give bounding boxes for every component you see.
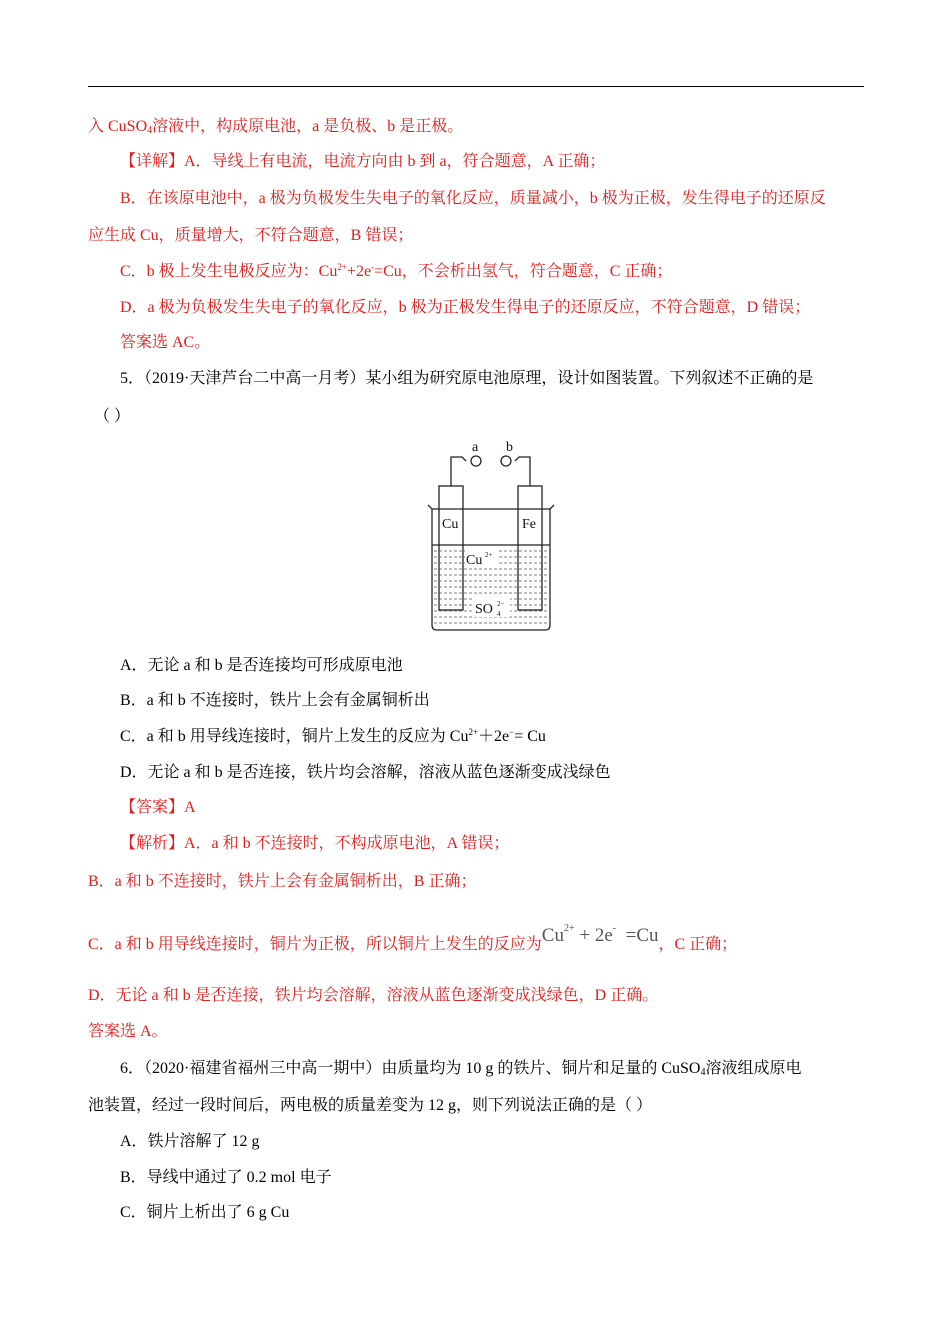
electrode-fe-label: Fe <box>522 517 536 532</box>
left-wire <box>451 457 466 486</box>
q5-stem-line1: 5．（2019·天津芦台二中高一月考）某小组为研究原电池原理，设计如图装置。下列叙述不正确的是 <box>120 370 814 387</box>
detail-b-line1: B．在该原电池中，a 极为负极发生失电子的氧化反应，质量减小，b 极为正极，发生得电子的还原反 <box>120 190 826 207</box>
terminal-a-circle <box>471 456 481 466</box>
q5-option-a: A．无论 a 和 b 是否连接均可形成原电池 <box>120 657 403 674</box>
q5-analysis-d: D．无论 a 和 b 是否连接，铁片均会溶解，溶液从蓝色逐渐变成浅绿色，D 正确。 <box>88 987 659 1004</box>
ion-so4-charge: 2− <box>497 600 505 608</box>
detail-a: 【详解】A．导线上有电流，电流方向由 b 到 a，符合题意，A 正确； <box>120 153 606 170</box>
q6-stem-line1: 6．（2020·福建省福州三中高一期中）由质量均为 10 g 的铁片、铜片和足量的 CuSO$_4$溶液组成原电 <box>120 1060 802 1078</box>
ion-so4-label: SO <box>475 602 493 617</box>
ion-cu-charge: 2+ <box>485 551 493 559</box>
q5-option-c: C．a 和 b 用导线连接时，铜片上发生的反应为 $Cu^{2+}+2e^-= Cu$ <box>120 727 546 745</box>
prev-answer: 答案选 AC。 <box>120 334 211 351</box>
q5-analysis-c: C．a 和 b 用导线连接时，铜片为正极，所以铜片上发生的反应为$Cu^{2+} + 2e^- =Cu$，C 正确； <box>88 923 738 953</box>
q6-stem-line2: 池装置，经过一段时间后，两电极的质量差变为 12 g，则下列说法正确的是（ ） <box>88 1097 653 1114</box>
q5-option-d: D．无论 a 和 b 是否连接，铁片均会溶解，溶液从蓝色逐渐变成浅绿色 <box>120 764 611 781</box>
right-wire <box>515 457 530 486</box>
prev-explanation-line: 入 CuSO$_4$溶液中，构成原电池，a 是负极、b 是正极。 <box>88 118 464 136</box>
q5-analysis-b: B．a 和 b 不连接时，铁片上会有金属铜析出，B 正确； <box>88 873 477 890</box>
q5-analysis-a: 【解析】A．a 和 b 不连接时，不构成原电池，A 错误； <box>120 835 510 852</box>
q5-final-answer: 答案选 A。 <box>88 1023 168 1040</box>
terminal-b-label: b <box>506 440 513 455</box>
cu-electrode <box>439 486 463 610</box>
detail-b-line2: 应生成 Cu，质量增大，不符合题意，B 错误； <box>88 227 414 244</box>
q5-stem-line2: （ ） <box>94 408 131 425</box>
q6-option-a: A．铁片溶解了 12 g <box>120 1133 260 1150</box>
header-rule <box>88 86 864 87</box>
galvanic-cell-diagram <box>425 437 557 633</box>
q5-answer-label: 【答案】A <box>120 799 196 816</box>
fe-electrode <box>518 486 542 610</box>
q6-option-b: B．导线中通过了 0.2 mol 电子 <box>120 1169 332 1186</box>
terminal-a-label: a <box>472 440 479 455</box>
q6-option-c: C．铜片上析出了 6 g Cu <box>120 1204 290 1221</box>
ion-so4-sub: 4 <box>497 610 501 618</box>
q5-option-b: B．a 和 b 不连接时，铁片上会有金属铜析出 <box>120 692 430 709</box>
reaction-formula: $Cu^{2+} + 2e^- =Cu$ <box>541 923 659 946</box>
ion-cu-label: Cu <box>466 553 483 568</box>
detail-c: C．b 极上发生电极反应为：$Cu^{2+}+2e^-=Cu$，不会析出氢气，符合题意，C 正确； <box>120 262 673 280</box>
terminal-b-circle <box>501 456 511 466</box>
detail-d: D．a 极为负极发生失电子的氧化反应，b 极为正极发生得电子的还原反应，不符合题意，D 错误； <box>120 299 811 316</box>
electrode-cu-label: Cu <box>442 517 459 532</box>
